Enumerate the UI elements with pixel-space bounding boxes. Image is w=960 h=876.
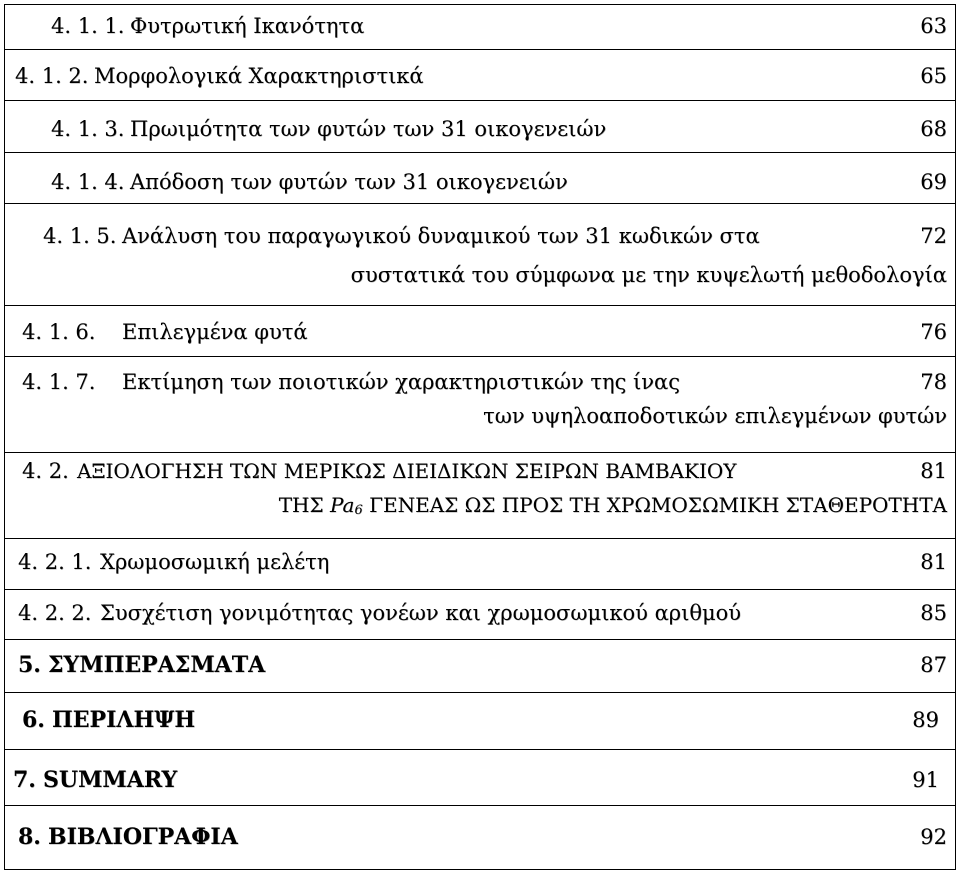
entry-page: 76 (920, 320, 947, 344)
entry-number: 4. 2. (22, 459, 69, 483)
entry-title: Συσχέτιση γονιμότητας γονέων και χρωμοσωμικού αριθμού (100, 601, 742, 625)
entry-title: Εκτίμηση των ποιοτικών χαρακτηριστικών της ίνας (122, 370, 680, 394)
entry-number: 4. 1. 2. (15, 64, 89, 88)
entry-number: 4. 2. 2. (18, 601, 92, 625)
entry-page: 89 (912, 708, 939, 732)
entry-number: 4. 1. 1. (51, 14, 125, 38)
entry-title-continuation (279, 492, 947, 524)
entry-number: 6. (22, 707, 45, 733)
entry-title: Μορφολογικά Χαρακτηριστικά (94, 64, 424, 88)
toc-entry (5, 306, 955, 357)
toc-entry (5, 357, 955, 453)
entry-page: 78 (920, 370, 947, 394)
entry-page: 81 (920, 459, 947, 483)
toc-entry (5, 50, 955, 101)
entry-title: Επιλεγμένα φυτά (122, 320, 308, 344)
entry-title: ΑΞΙΟΛΟΓΗΣΗ ΤΩΝ ΜΕΡΙΚΩΣ ΔΙΕΙΔΙΚΩΝ ΣΕΙΡΩΝ ΒΑΜΒΑΚΙΟΥ (77, 459, 737, 483)
entry-number: 4. 1. 4. (51, 170, 125, 194)
entry-title: Ανάλυση του παραγωγικού δυναμικού των 31 κωδικών στα (122, 224, 760, 248)
entry-title: ΒΙΒΛΙΟΓΡΑΦΙΑ (48, 824, 238, 850)
entry-title: ΣΥΜΠΕΡΑΣΜΑΤΑ (48, 652, 266, 678)
entry-title-continuation: των υψηλοαποδοτικών επιλεγμένων φυτών (483, 404, 947, 428)
toc-entry (5, 204, 955, 306)
entry-page: 91 (912, 768, 939, 792)
entry-number: 4. 2. 1. (18, 550, 92, 574)
entry-number: 7. (13, 767, 36, 793)
toc-entry (5, 153, 955, 204)
entry-page: 92 (920, 825, 947, 849)
toc-entry (5, 101, 955, 153)
toc-entry (5, 806, 955, 869)
entry-title: Πρωιμότητα των φυτών των 31 οικογενειών (130, 117, 607, 141)
toc-entry (5, 693, 955, 750)
entry-title: Απόδοση των φυτών των 31 οικογενειών (130, 170, 568, 194)
entry-title: Φυτρωτική Ικανότητα (130, 14, 365, 38)
entry-number: 4. 1. 6. (22, 320, 96, 344)
entry-page: 63 (920, 14, 947, 38)
generation-label: $Pa_6$ (330, 493, 363, 518)
toc-entry (5, 750, 955, 806)
continuation-post: ΓΕΝΕΑΣ ΩΣ ΠΡΟΣ ΤΗ ΧΡΩΜΟΣΩΜΙΚΗ ΣΤΑΘΕΡΟΤΗΤΑ (369, 493, 947, 517)
toc-entry (5, 640, 955, 693)
entry-number: 4. 1. 5. (43, 224, 117, 248)
entry-page: 65 (920, 64, 947, 88)
toc-entry (5, 453, 955, 539)
entry-page: 81 (920, 550, 947, 574)
entry-title-continuation: συστατικά του σύμφωνα με την κυψελωτή μεθοδολογία (350, 263, 947, 287)
table-of-contents (4, 4, 956, 870)
entry-page: 72 (920, 224, 947, 248)
entry-number: 4. 1. 3. (51, 117, 125, 141)
entry-title: Χρωμοσωμική μελέτη (100, 550, 330, 574)
continuation-pre: ΤΗΣ (278, 493, 324, 517)
entry-page: 85 (920, 601, 947, 625)
entry-page: 87 (920, 653, 947, 677)
entry-number: 8. (18, 824, 41, 850)
toc-entry (5, 5, 955, 50)
entry-page: 68 (920, 117, 947, 141)
toc-entry (5, 590, 955, 640)
toc-entry (5, 539, 955, 590)
entry-number: 4. 1. 7. (22, 370, 96, 394)
entry-title: ΠΕΡΙΛΗΨΗ (52, 707, 196, 733)
entry-page: 69 (920, 170, 947, 194)
entry-title: SUMMARY (43, 767, 178, 793)
entry-number: 5. (18, 652, 41, 678)
